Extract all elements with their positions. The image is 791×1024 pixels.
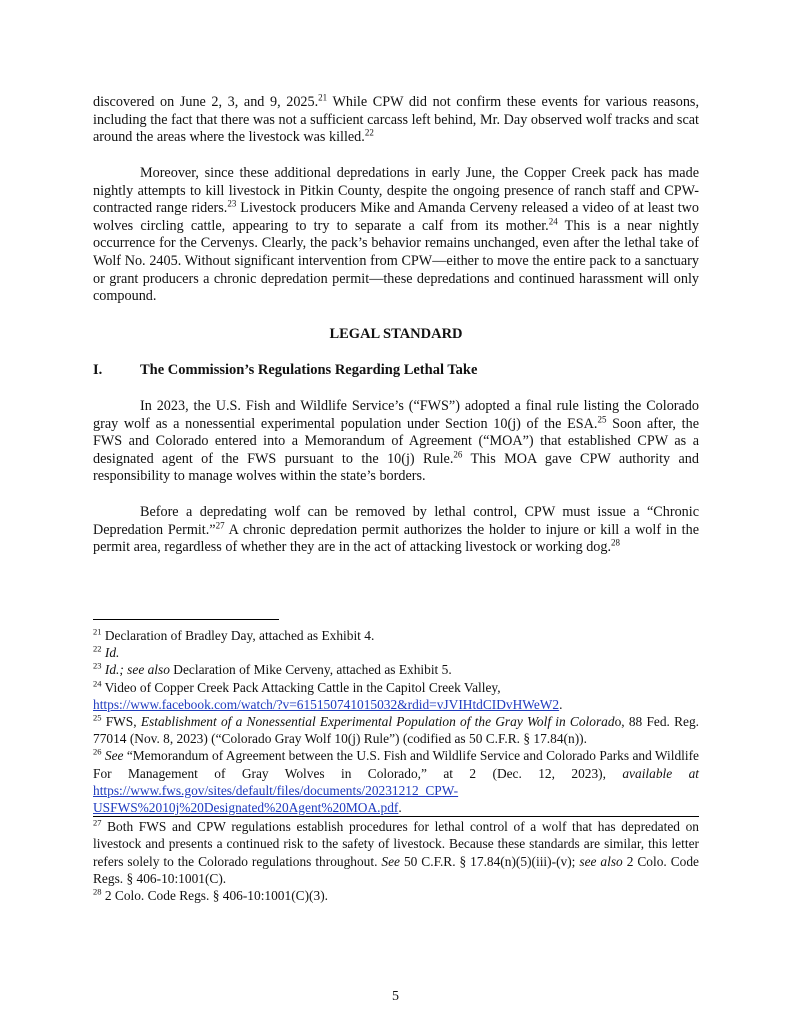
footnote-italic: see also [579,853,623,869]
footnotes [93,627,699,904]
footnote-ref-24: 24 [548,216,558,227]
paragraph-text: In 2023, the U.S. Fish and Wildlife Service’s (“FWS”) adopted a final rule listing the Colorado gray wolf as a nonessential experimental population under Section 10(j) of the ESA. [93,398,699,432]
footnote-number: 22 [93,643,102,654]
footnote-number: 28 [93,886,102,897]
fws-moa-link-part-1[interactable]: https://www.fws.gov/sites/default/files/documents/20231212_CPW- [93,782,459,798]
footnote-ref-23: 23 [227,198,237,209]
footnote-number: 26 [93,746,102,757]
footnote-23 [93,661,699,678]
paragraph-text: Before a depredating wolf can be removed by lethal control, CPW must issue a “Chronic Depredation Permit.” [93,504,699,538]
footnote-text: 50 C.F.R. § 17.84(n)(5)(iii)-(v); [399,853,580,869]
page-number: 5 [392,989,399,1004]
footnote-ref-25: 25 [597,413,607,424]
paragraph-text: Livestock producers Mike and Amanda Cerveny released a video of at least two wolves circling cattle, appearing to try to separate a calf from its mother. [93,200,699,234]
paragraph-text: Moreover, since these additional depredations in early June, the Copper Creek pack has made nightly attempts to kill livestock in Pitkin County, despite the ongoing presence of ranch staff and CPW-contracted range riders. [93,165,699,217]
paragraph-text: Soon after, the FWS and Colorado entered into a Memorandum of Agreement (“MOA”) that established CPW as a designated agent of the FWS pursuant to the 10(j) Rule. [93,415,699,467]
footnote-28 [93,887,699,904]
footnote-separator [93,619,279,620]
footnote-25 [93,713,699,747]
section-title: The Commission’s Regulations Regarding Lethal Take [140,362,478,378]
footnote-italic: See [104,748,124,764]
footnote-27 [93,816,699,887]
footnote-text: Video of Copper Creek Pack Attacking Cattle in the Capitol Creek Valley, [101,679,501,695]
footnote-punctuation: . [398,800,402,816]
paragraph-fws-rule [93,398,699,486]
footnote-26 [93,747,699,799]
footnote-text: 2 Colo. Code Regs. § 406-10:1001(C). [93,853,699,886]
footnote-italic: Establishment of a Nonessential Experimental Population of the Gray Wolf in Colorad [140,714,615,730]
paragraph-chronic-depredation-permit [93,504,699,557]
footnote-ref-22: 22 [364,127,374,138]
footnote-number: 21 [93,626,102,637]
footnote-text: Declaration of Mike Cerveny, attached as Exhibit 5. [169,662,452,678]
footnote-ref-27: 27 [215,519,225,530]
footnote-text: 2 Colo. Code Regs. § 406-10:1001(C)(3). [101,888,329,904]
footnote-ref-28: 28 [611,537,621,548]
footnote-text: o, 88 Fed. Reg. 77014 (Nov. 8, 2023) (“Colorado Gray Wolf 10(j) Rule”) (codified as 50 C.F.R. § 17.84(n)). [93,714,700,747]
footnote-italic: Id.; see also [104,662,170,678]
footnote-ref-26: 26 [453,449,463,460]
footnote-italic: Id. [104,645,120,661]
footnote-punctuation: . [559,696,563,712]
paragraph-depredations-june [93,94,699,147]
fws-moa-link[interactable] [93,783,458,798]
footnote-number: 24 [93,678,102,689]
footnote-22 [93,644,699,661]
section-number: I. [93,362,103,378]
footnote-number: 23 [93,660,102,671]
fws-moa-link-continued[interactable]: USFWS%2010j%20Designated%20Agent%20MOA.pdf [93,800,399,816]
paragraph-text: This MOA gave CPW authority and responsibility to manage wolves within the state’s borders. [93,450,699,485]
footnote-italic: available at [622,765,700,781]
paragraph-text: This is a near nightly occurrence for the Cervenys. Clearly, the pack’s behavior remains unchanged, even after the lethal take of Wolf No. 2405. Without significant intervention from CPW—either to move the entire pack to a sanctuary or grant producers a chronic depredation permit—these depredations and continued harassment will only compound. [93,217,699,305]
footnote-26-continued [93,799,699,816]
section-heading [93,362,699,379]
heading-legal-standard: LEGAL STANDARD [329,326,463,342]
footnote-number: 25 [93,712,102,723]
footnote-text: FWS, [101,714,141,730]
footnote-text: Both FWS and CPW regulations establish procedures for lethal control of a wolf that has depredated on livestock and presents a continued risk to the safety of livestock. Because these standards are similar, this letter refers solely to the Colorado regulations throughout. [93,819,699,869]
footnote-ref-21: 21 [318,92,328,103]
footnote-text: “Memorandum of Agreement between the U.S. Fish and Wildlife Service and Colorado Parks and Wildlife For Management of Gray Wolves in Colorado,” at 2 (Dec. 12, 2023), [93,748,699,781]
paragraph-text: discovered on June 2, 3, and 9, 2025. [93,94,319,110]
footnote-21 [93,627,699,644]
paragraph-text: While CPW did not confirm these events for various reasons, including the fact that there was not a sufficient carcass left behind, Mr. Day observed wolf tracks and scat around the areas where the livestock was killed. [93,94,699,146]
paragraph-copper-creek-pack [93,165,699,306]
footnote-italic: See [381,853,400,869]
facebook-video-link[interactable]: https://www.facebook.com/watch/?v=615150741015032&rdid=vJVIHtdCIDvHWeW2 [93,696,560,712]
footnote-24 [93,679,699,713]
paragraph-text: A chronic depredation permit authorizes the holder to injure or kill a wolf in the permit area, regardless of whether they are in the act of attacking livestock or working dog. [93,521,700,556]
footnote-number: 27 [93,817,102,828]
footnote-text: Declaration of Bradley Day, attached as Exhibit 4. [101,628,375,643]
